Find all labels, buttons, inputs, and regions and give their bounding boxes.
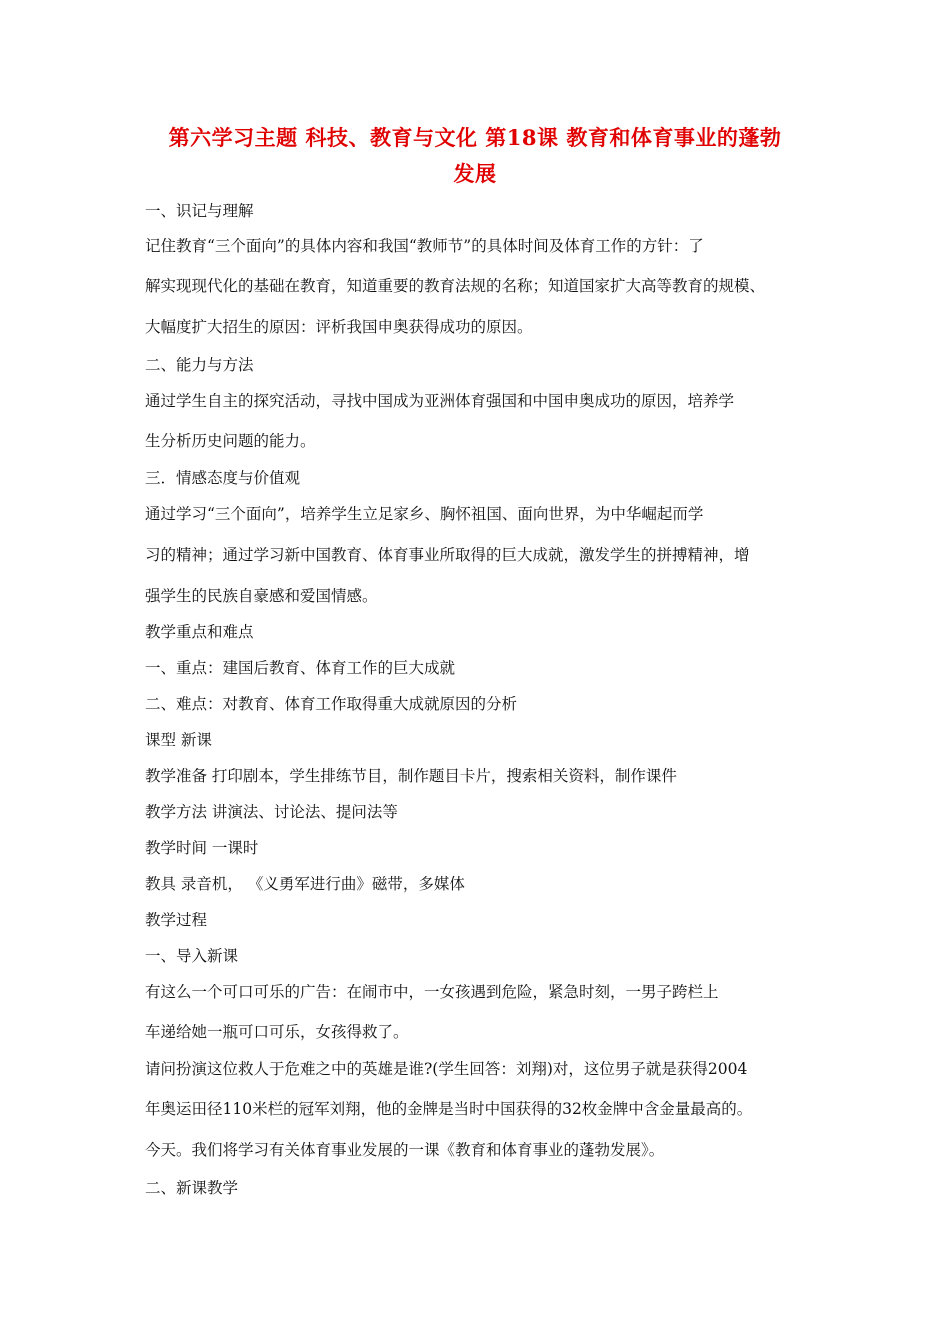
lesson-method: 教学方法 讲演法、讨论法、提问法等 [145,803,398,821]
subsection-heading-new-lesson: 二、新课教学 [145,1179,239,1197]
section-heading-ability: 二、能力与方法 [145,356,254,374]
section-heading-key-points: 教学重点和难点 [145,623,254,641]
paragraph-line: 习的精神；通过学习新中国教育、体育事业所取得的巨大成就，激发学生的拼搏精神，增 [145,546,750,564]
paragraph-line: 车递给她一瓶可口可乐，女孩得救了。 [145,1023,409,1041]
paragraph-line: 有这么一个可口可乐的广告：在闹市中，一女孩遇到危险，紧急时刻，一男子跨栏上 [145,983,719,1001]
section-heading-knowledge: 一、识记与理解 [145,202,254,220]
lesson-type: 课型 新课 [145,731,212,749]
lesson-time: 教学时间 一课时 [145,839,259,857]
paragraph-line: 记住教育“三个面向”的具体内容和我国“教师节”的具体时间及体育工作的方针：了 [145,237,704,255]
title-line-1: 第六学习主题 科技、教育与文化 第18课 教育和体育事业的蓬勃 [168,125,782,150]
paragraph-line: 今天。我们将学习有关体育事业发展的一课《教育和体育事业的蓬勃发展》。 [145,1141,665,1159]
section-heading-process: 教学过程 [145,911,208,929]
paragraph-line: 解实现现代化的基础在教育，知道重要的教育法规的名称；知道国家扩大高等教育的规模、 [145,277,766,295]
paragraph-line: 通过学生自主的探究活动，寻找中国成为亚洲体育强国和中国申奥成功的原因，培养学 [145,392,735,410]
paragraph-line: 通过学习“三个面向”，培养学生立足家乡、胸怀祖国、面向世界，为中华崛起而学 [145,505,704,523]
paragraph-line: 大幅度扩大招生的原因：评析我国申奥获得成功的原因。 [145,318,533,336]
paragraph-line: 年奥运田径110米栏的冠军刘翔，他的金牌是当时中国获得的32枚金牌中含金量最高的。 [145,1100,753,1118]
paragraph-line: 生分析历史问题的能力。 [145,432,316,450]
title-line-2: 发展 [453,161,497,186]
lesson-preparation: 教学准备 打印剧本，学生排练节目，制作题目卡片，搜索相关资料，制作课件 [145,767,677,785]
paragraph-line: 请问扮演这位救人于危难之中的英雄是谁?(学生回答：刘翔)对，这位男子就是获得2004 [145,1060,748,1078]
paragraph-line: 二、难点：对教育、体育工作取得重大成就原因的分析 [145,695,518,713]
page-title [120,120,830,192]
lesson-tools: 教具 录音机， 《义勇军进行曲》磁带，多媒体 [145,875,465,893]
subsection-heading-intro: 一、导入新课 [145,947,239,965]
paragraph-line: 强学生的民族自豪感和爱国情感。 [145,587,378,605]
paragraph-line: 一、重点：建国后教育、体育工作的巨大成就 [145,659,456,677]
section-heading-attitude: 三．情感态度与价值观 [145,469,301,487]
